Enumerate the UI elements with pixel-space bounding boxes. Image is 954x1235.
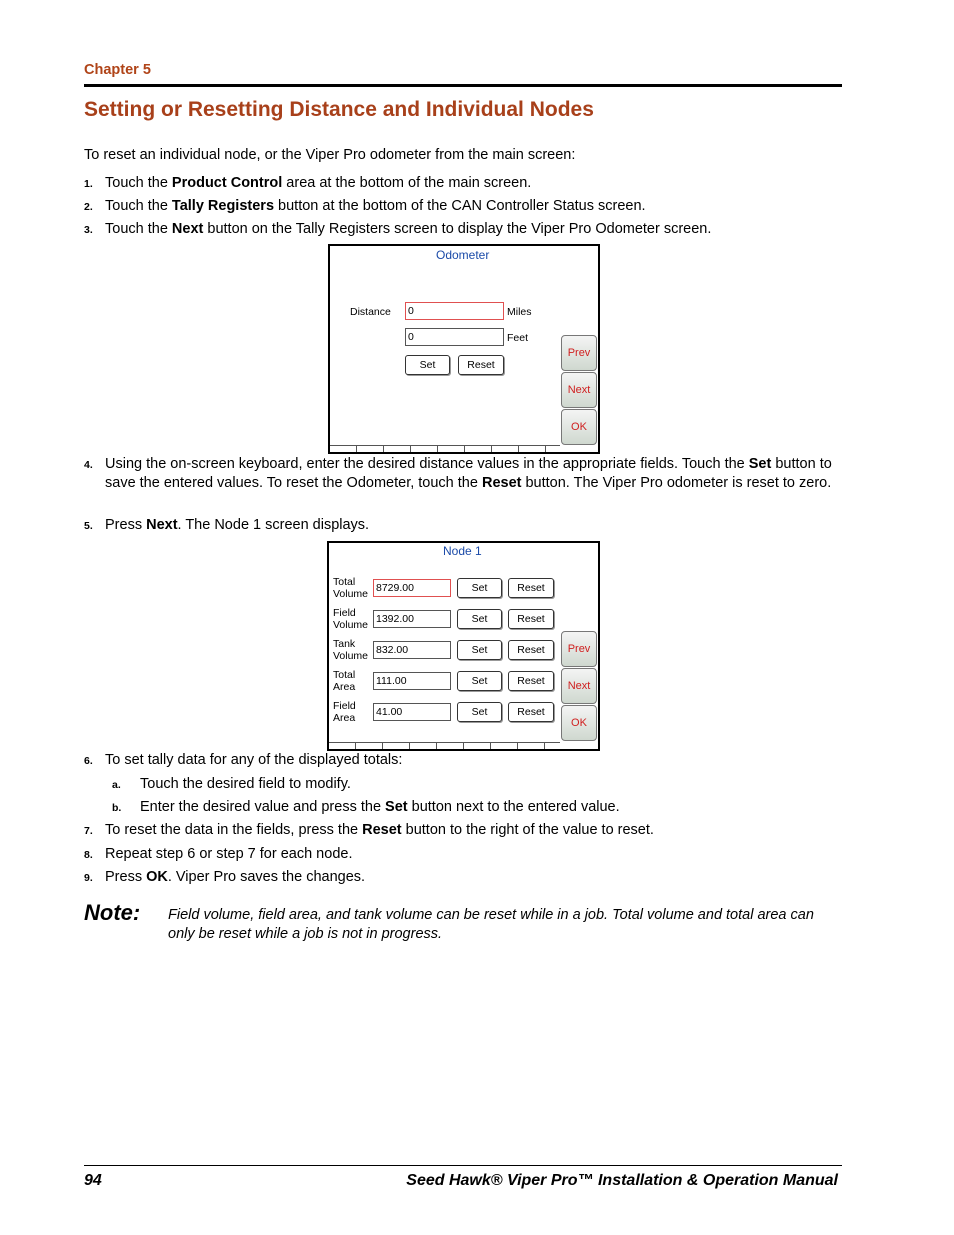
- odometer-title: Odometer: [436, 248, 490, 262]
- next-button[interactable]: Next: [561, 668, 597, 704]
- row-label-total-area: Total Area: [333, 669, 356, 693]
- prev-button[interactable]: Prev: [561, 631, 597, 667]
- feet-unit: Feet: [507, 332, 529, 344]
- page-number: 94: [84, 1172, 102, 1189]
- step-8: Repeat step 6 or step 7 for each node.: [105, 846, 353, 862]
- prev-button[interactable]: Prev: [561, 335, 597, 371]
- row-label-field-area: Field Area: [333, 700, 356, 724]
- node-title: Node 1: [443, 544, 482, 558]
- substep-letter: b.: [112, 802, 122, 814]
- set-button[interactable]: Set: [457, 609, 502, 629]
- ok-button[interactable]: OK: [561, 705, 597, 741]
- reset-button[interactable]: Reset: [508, 640, 554, 660]
- header-rule: [84, 84, 842, 87]
- step-1: Touch the Product Control area at the bottom of the main screen.: [105, 175, 532, 191]
- total-area-input[interactable]: 111.00: [373, 672, 451, 690]
- step-7: To reset the data in the fields, press the Reset button to the right of the value to reset.: [105, 822, 654, 838]
- step-6a: Touch the desired field to modify.: [140, 776, 351, 792]
- set-button[interactable]: Set: [457, 702, 502, 722]
- note-label: Note:: [84, 900, 141, 925]
- total-volume-input[interactable]: 8729.00: [373, 579, 451, 597]
- set-button[interactable]: Set: [457, 671, 502, 691]
- row-label-total-volume: Total Volume: [333, 576, 369, 600]
- step-3: Touch the Next button on the Tally Registers screen to display the Viper Pro Odometer screen.: [105, 221, 712, 237]
- step-number: 1.: [84, 178, 93, 190]
- miles-unit: Miles: [507, 306, 532, 318]
- screen-bottom-bar: [329, 742, 560, 749]
- next-button[interactable]: Next: [561, 372, 597, 408]
- intro-paragraph: To reset an individual node, or the Viper Pro odometer from the main screen:: [84, 147, 576, 163]
- chapter-label: Chapter 5: [84, 62, 151, 78]
- note-text: Field volume, field area, and tank volume can be reset while in a job. Total volume and total area can only be reset while a job is not in progress.: [168, 907, 814, 942]
- tank-volume-input[interactable]: 832.00: [373, 641, 451, 659]
- substep-letter: a.: [112, 779, 121, 791]
- step-number: 5.: [84, 520, 93, 532]
- node-screen: [327, 541, 600, 751]
- step-number: 4.: [84, 459, 93, 471]
- section-title: Setting or Resetting Distance and Individual Nodes: [84, 98, 594, 121]
- distance-label: Distance: [350, 306, 391, 318]
- step-9: Press OK. Viper Pro saves the changes.: [105, 869, 366, 885]
- set-button[interactable]: Set: [457, 578, 502, 598]
- step-6b: Enter the desired value and press the Set button next to the entered value.: [140, 799, 620, 815]
- row-label-tank-volume: Tank Volume: [333, 638, 369, 662]
- step-number: 2.: [84, 201, 93, 213]
- ok-button[interactable]: OK: [561, 409, 597, 445]
- reset-button[interactable]: Reset: [508, 702, 554, 722]
- step-5: Press Next. The Node 1 screen displays.: [105, 517, 370, 533]
- set-button[interactable]: Set: [457, 640, 502, 660]
- odometer-screen: [328, 244, 600, 454]
- reset-button[interactable]: Reset: [508, 578, 554, 598]
- miles-input[interactable]: 0: [405, 302, 504, 320]
- reset-button[interactable]: Reset: [508, 671, 554, 691]
- row-label-field-volume: Field Volume: [333, 607, 369, 631]
- reset-button[interactable]: Reset: [508, 609, 554, 629]
- step-2: Touch the Tally Registers button at the bottom of the CAN Controller Status screen.: [105, 198, 646, 214]
- feet-input[interactable]: 0: [405, 328, 504, 346]
- step-4: Using the on-screen keyboard, enter the desired distance values in the appropriate fields. Touch the Set button to save the entered values. To reset the Odometer, touch the Reset button. The Viper Pro odometer is reset to zero.: [105, 456, 832, 491]
- step-number: 3.: [84, 224, 93, 236]
- step-number: 7.: [84, 825, 93, 837]
- step-number: 6.: [84, 755, 93, 767]
- footer-rule: [84, 1165, 842, 1166]
- field-area-input[interactable]: 41.00: [373, 703, 451, 721]
- screen-bottom-bar: [330, 445, 560, 452]
- set-button[interactable]: Set: [405, 355, 450, 375]
- step-number: 8.: [84, 849, 93, 861]
- manual-title: Seed Hawk® Viper Pro™ Installation & Operation Manual: [406, 1172, 838, 1189]
- step-number: 9.: [84, 872, 93, 884]
- field-volume-input[interactable]: 1392.00: [373, 610, 451, 628]
- step-6: To set tally data for any of the displayed totals:: [105, 752, 403, 768]
- reset-button[interactable]: Reset: [458, 355, 504, 375]
